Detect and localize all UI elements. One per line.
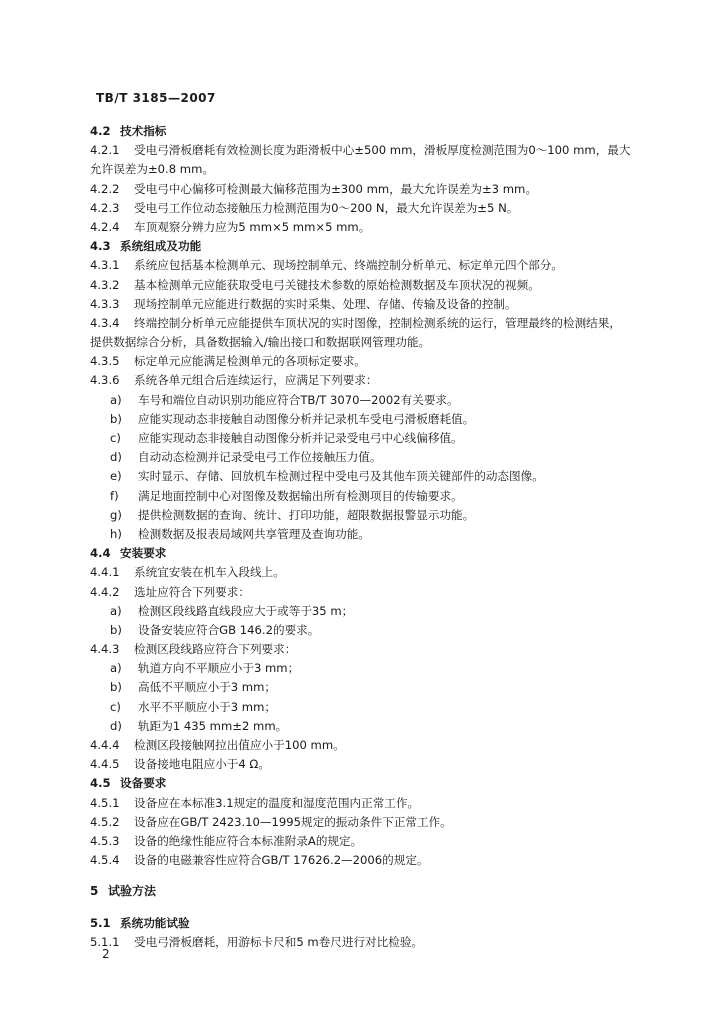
clause-text: 标定单元应能满足检测单元的各项标定要求。 [134, 354, 366, 369]
clause-number: 4.5.4 [90, 853, 120, 868]
clause-text: 设备的电磁兼容性应符合GB/T 17626.2—2006的规定。 [134, 853, 429, 868]
list-item [90, 717, 670, 736]
clause-text: 设备应在GB/T 2423.10—1995规定的振动条件下正常工作。 [134, 814, 452, 829]
list-text: 设备安装应符合GB 146.2的要求。 [138, 622, 320, 637]
clause-4-2-4 [90, 218, 670, 237]
standard-code-header: TB/T 3185—2007 [96, 91, 216, 105]
list-item [90, 467, 670, 486]
list-item [90, 698, 670, 717]
section-heading-5-1 [90, 914, 670, 933]
list-label: b) [110, 622, 122, 637]
clause-number: 4.3.1 [90, 258, 120, 273]
clause-4-5-4 [90, 851, 670, 870]
clause-number: 4.3.3 [90, 296, 120, 311]
section-number: 4.5 [90, 776, 111, 791]
clause-text: 受电弓滑板磨耗有效检测长度为距滑板中心±500 mm，滑板厚度检测范围为0～100 mm，最大 [134, 143, 631, 158]
clause-number: 4.5.1 [90, 795, 120, 810]
clause-number: 4.2.4 [90, 219, 120, 234]
clause-4-4-3 [90, 640, 670, 659]
section-title: 系统组成及功能 [120, 239, 202, 254]
clause-text: 选址应符合下列要求： [134, 584, 250, 599]
list-text: 车号和端位自动识别功能应符合TB/T 3070—2002有关要求。 [138, 392, 459, 407]
clause-4-2-1 [90, 141, 670, 160]
clause-5-1-1 [90, 933, 670, 952]
section-number: 4.4 [90, 546, 111, 561]
list-item [90, 621, 670, 640]
section-title: 安装要求 [120, 546, 167, 561]
clause-text: 设备的绝缘性能应符合本标准附录A的规定。 [134, 833, 363, 848]
clause-4-4-2 [90, 583, 670, 602]
section-heading-4-5 [90, 774, 670, 793]
clause-4-3-1 [90, 256, 670, 275]
clause-4-2-3 [90, 199, 670, 218]
clause-text: 系统宜安装在机车入段线上。 [134, 565, 285, 580]
clause-number: 4.2.1 [90, 143, 120, 158]
clause-number: 4.4.4 [90, 738, 120, 752]
section-title: 系统功能试验 [120, 915, 190, 930]
clause-number: 4.4.2 [90, 584, 120, 599]
list-label: c) [110, 431, 121, 445]
clause-4-5-1 [90, 794, 670, 813]
clause-4-5-2 [90, 813, 670, 832]
list-label: a) [110, 603, 122, 618]
list-item [90, 391, 670, 410]
clause-text: 现场控制单元应能进行数据的实时采集、处理、存储、传输及设备的控制。 [134, 296, 517, 311]
list-item [90, 659, 670, 678]
clause-text: 终端控制分析单元应能提供车顶状况的实时图像，控制检测系统的运行，管理最终的检测结果， [134, 315, 621, 330]
list-label: a) [110, 392, 122, 407]
clause-number: 4.3.5 [90, 354, 120, 369]
list-text: 轨距为1 435 mm±2 mm。 [138, 718, 288, 733]
clause-4-3-5 [90, 352, 670, 371]
list-item [90, 448, 670, 467]
clause-number: 4.3.6 [90, 373, 120, 388]
clause-text: 受电弓中心偏移可检测最大偏移范围为±300 mm，最大允许误差为±3 mm。 [134, 181, 537, 196]
section-heading-4-4 [90, 544, 670, 563]
list-text: 高低不平顺应小于3 mm； [138, 680, 276, 695]
list-text: 水平不平顺应小于3 mm； [138, 699, 276, 714]
list-text: 应能实现动态非接触自动图像分析并记录机车受电弓滑板磨耗值。 [138, 411, 475, 426]
clause-text: 系统各单元组合后连续运行，应满足下列要求： [134, 373, 378, 388]
section-title: 技术指标 [120, 124, 167, 138]
chapter-title: 试验方法 [108, 884, 157, 899]
chapter-heading-5 [90, 882, 670, 901]
list-text: 自动动态检测并记录受电弓工作位接触压力值。 [138, 450, 382, 465]
clause-number: 4.5.2 [90, 814, 120, 829]
list-item [90, 678, 670, 697]
list-text: 检测区段线路直线段应大于或等于35 m； [138, 603, 354, 618]
clause-4-3-6 [90, 371, 670, 390]
list-text: 轨道方向不平顺应小于3 mm； [138, 661, 300, 676]
list-item [90, 602, 670, 621]
list-item [90, 410, 670, 429]
list-label: d) [110, 718, 122, 733]
list-label: h) [110, 526, 122, 541]
clause-number: 4.2.2 [90, 181, 120, 196]
list-label: e) [110, 469, 122, 484]
clause-4-2-2 [90, 180, 670, 199]
list-item [90, 429, 670, 448]
clause-text: 受电弓工作位动态接触压力检测范围为0～200 N，最大允许误差为±5 N。 [134, 200, 519, 215]
clause-text: 系统应包括基本检测单元、现场控制单元、终端控制分析单元、标定单元四个部分。 [134, 258, 563, 273]
section-heading-4-3 [90, 237, 670, 256]
document-body [90, 122, 670, 952]
list-text: 应能实现动态非接触自动图像分析并记录受电弓中心线偏移值。 [138, 431, 463, 445]
list-label: b) [110, 411, 122, 426]
clause-4-3-2 [90, 276, 670, 295]
list-label: a) [110, 661, 122, 676]
list-item [90, 506, 670, 525]
clause-text: 车顶观察分辨力应为5 mm×5 mm×5 mm。 [134, 219, 371, 234]
section-number: 4.2 [90, 124, 111, 138]
clause-number: 4.2.3 [90, 200, 120, 215]
list-item [90, 525, 670, 544]
clause-number: 4.4.5 [90, 757, 120, 772]
page-number: 2 [102, 947, 110, 961]
clause-4-3-3 [90, 295, 670, 314]
section-title: 设备要求 [120, 776, 167, 791]
clause-4-4-1 [90, 563, 670, 582]
list-label: b) [110, 680, 122, 695]
clause-number: 4.4.3 [90, 642, 120, 657]
list-text: 满足地面控制中心对图像及数据输出所有检测项目的传输要求。 [138, 488, 463, 503]
list-label: g) [110, 507, 122, 522]
clause-4-3-4-continuation: 提供数据综合分析，具备数据输入/输出接口和数据联网管理功能。 [90, 335, 431, 350]
list-text: 检测数据及报表局域网共享管理及查询功能。 [138, 526, 370, 541]
clause-text: 设备应在本标准3.1规定的温度和湿度范围内正常工作。 [134, 795, 420, 810]
list-label: f) [110, 488, 119, 503]
spacer [90, 870, 670, 882]
section-number: 4.3 [90, 239, 111, 254]
list-item [90, 487, 670, 506]
clause-number: 4.3.4 [90, 315, 120, 330]
clause-text: 设备接地电阻应小于4 Ω。 [134, 757, 270, 772]
clause-4-5-3 [90, 832, 670, 851]
clause-number: 4.3.2 [90, 277, 120, 292]
clause-4-3-4 [90, 314, 670, 333]
clause-text: 受电弓滑板磨耗，用游标卡尺和5 m卷尺进行对比检验。 [134, 934, 424, 949]
clause-text: 基本检测单元应能获取受电弓关键技术参数的原始检测数据及车顶状况的视频。 [134, 277, 540, 292]
spacer [90, 902, 670, 914]
clause-number: 5.1.1 [90, 934, 120, 949]
clause-number: 4.4.1 [90, 565, 120, 580]
section-heading-4-2 [90, 122, 670, 141]
clause-4-2-1-continuation: 允许误差为±0.8 mm。 [90, 162, 214, 177]
clause-4-4-4 [90, 736, 670, 755]
list-text: 实时显示、存储、回放机车检测过程中受电弓及其他车顶关键部件的动态图像。 [138, 469, 544, 484]
list-text: 提供检测数据的查询、统计、打印功能，超限数据报警显示功能。 [138, 507, 475, 522]
list-label: c) [110, 699, 121, 714]
list-label: d) [110, 450, 122, 465]
clause-4-4-5 [90, 755, 670, 774]
chapter-number: 5 [90, 884, 99, 899]
clause-text: 检测区段线路应符合下列要求： [134, 642, 297, 657]
section-number: 5.1 [90, 915, 111, 930]
clause-text: 检测区段接触网拉出值应小于100 mm。 [134, 738, 345, 752]
clause-number: 4.5.3 [90, 833, 120, 848]
